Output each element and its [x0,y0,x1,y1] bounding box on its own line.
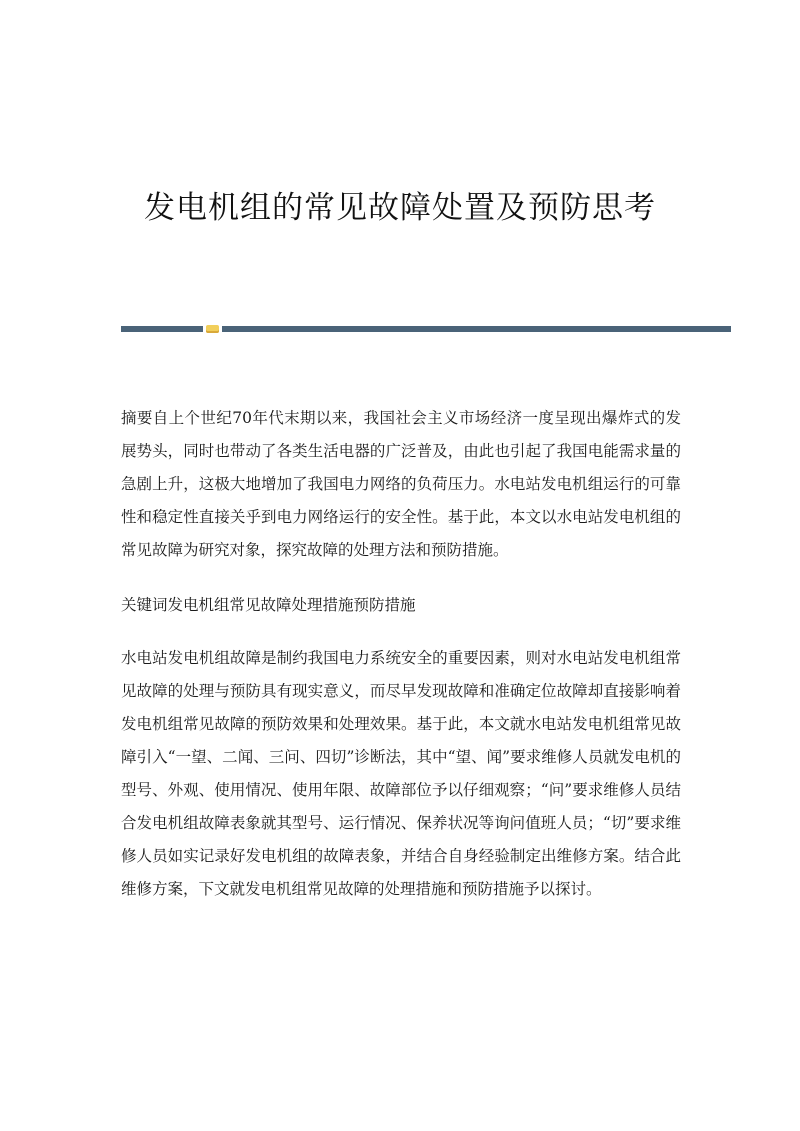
document-title: 发电机组的常见故障处置及预防思考 [144,190,656,226]
document-body [121,402,681,928]
abstract-paragraph: 摘要自上个世纪70年代末期以来，我国社会主义市场经济一度呈现出爆炸式的发展势头，同时也带动了各类生活电器的广泛普及，由此也引起了我国电能需求量的急剧上升，这极大地增加了我国电力网络的负荷压力。水电站发电机组运行的可靠性和稳定性直接关乎到电力网络运行的安全性。基于此，本文以水电站发电机组的常见故障为研究对象，探究故障的处理方法和预防措施。 [121,409,681,559]
keywords-line: 关键词发电机组常见故障处理措施预防措施 [121,596,416,614]
divider-bar-left [121,326,203,332]
divider-bar-right [222,326,731,332]
title-divider [121,325,731,333]
body-paragraph: 水电站发电机组故障是制约我国电力系统安全的重要因素，则对水电站发电机组常见故障的处理与预防具有现实意义，而尽早发现故障和准确定位故障却直接影响着发电机组常见故障的预防效果和处理效果。基于此，本文就水电站发电机组常见故障引入“一望、二闻、三问、四切”诊断法，其中“望、闻”要求维修人员就发电机的型号、外观、使用情况、使用年限、故障部位予以仔细观察；“问”要求维修人员结合发电机组故障表象就其型号、运行情况、保养状况等询问值班人员；“切”要求维修人员如实记录好发电机组的故障表象，并结合自身经验制定出维修方案。结合此维修方案，下文就发电机组常见故障的处理措施和预防措施予以探讨。 [121,649,681,898]
divider-ornament-icon [206,325,219,333]
